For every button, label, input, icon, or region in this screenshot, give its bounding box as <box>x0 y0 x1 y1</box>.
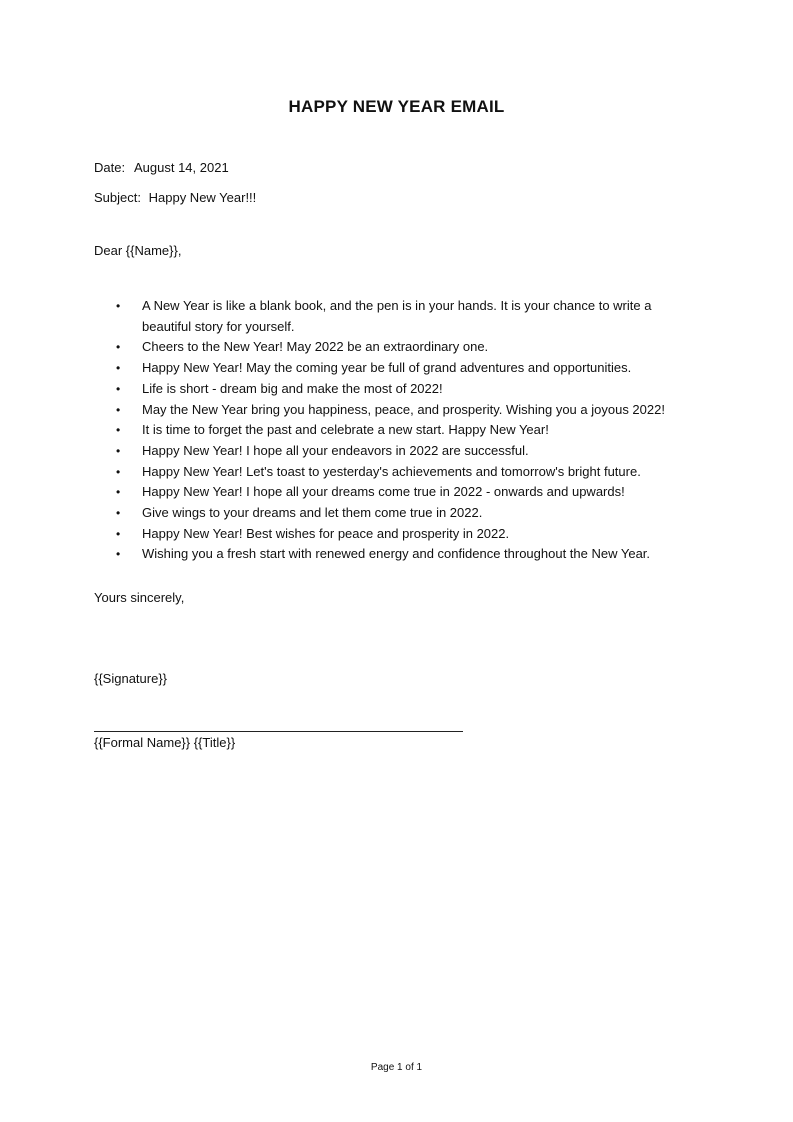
wish-text: A New Year is like a blank book, and the pen is in your hands. It is your chance to write a beautiful story for yourself. <box>142 298 652 334</box>
greeting: Dear {{Name}}, <box>94 243 182 258</box>
date-value: August 14, 2021 <box>133 160 229 175</box>
wish-item <box>94 503 694 524</box>
date-row <box>94 160 229 176</box>
wish-item <box>94 544 694 565</box>
wishes-list <box>94 296 694 565</box>
date-label: Date: <box>94 160 126 175</box>
wish-item <box>94 337 694 358</box>
page-indicator: Page 1 of 1 <box>370 1062 423 1073</box>
wish-item <box>94 462 694 483</box>
wish-text: Wishing you a fresh start with renewed energy and confidence throughout the New Year. <box>142 546 651 562</box>
closing: Yours sincerely, <box>94 590 185 605</box>
wish-text: Happy New Year! Best wishes for peace and prosperity in 2022. <box>142 525 510 541</box>
wish-item <box>94 379 694 400</box>
bullet-icon: • <box>116 423 121 438</box>
wish-text: Happy New Year! May the coming year be full of grand adventures and opportunities. <box>142 360 632 376</box>
bullet-icon: • <box>116 506 121 521</box>
subject-row <box>94 190 256 206</box>
bullet-icon: • <box>116 402 121 417</box>
wish-item <box>94 358 694 379</box>
formal-name-title: {{Formal Name}} {{Title}} <box>94 735 236 750</box>
wish-text: Happy New Year! Let's toast to yesterday's achievements and tomorrow's bright future. <box>142 463 641 479</box>
wish-text: May the New Year bring you happiness, peace, and prosperity. Wishing you a joyous 2022! <box>142 401 665 417</box>
wish-text: Give wings to your dreams and let them come true in 2022. <box>142 505 483 521</box>
wish-item <box>94 441 694 462</box>
wish-item <box>94 482 694 503</box>
signature-line <box>94 731 463 732</box>
subject-label: Subject: <box>94 190 141 205</box>
wish-text: Happy New Year! I hope all your dreams come true in 2022 - onwards and upwards! <box>142 484 625 500</box>
bullet-icon: • <box>116 443 121 458</box>
bullet-icon: • <box>116 464 121 479</box>
bullet-icon: • <box>116 340 121 355</box>
signature-placeholder: {{Signature}} <box>94 671 168 686</box>
wish-item <box>94 296 694 337</box>
wish-text: Life is short - dream big and make the most of 2022! <box>142 380 443 396</box>
wish-text: Cheers to the New Year! May 2022 be an extraordinary one. <box>142 339 489 355</box>
bullet-icon: • <box>116 526 121 541</box>
bullet-icon: • <box>116 381 121 396</box>
subject-value: Happy New Year!!! <box>148 190 257 205</box>
bullet-icon: • <box>116 485 121 500</box>
wish-item <box>94 420 694 441</box>
wish-text: It is time to forget the past and celebrate a new start. Happy New Year! <box>142 422 549 438</box>
wish-text: Happy New Year! I hope all your endeavors in 2022 are successful. <box>142 442 529 458</box>
bullet-icon: • <box>116 547 121 562</box>
wish-item <box>94 524 694 545</box>
document-title: HAPPY NEW YEAR EMAIL <box>288 97 505 116</box>
bullet-icon: • <box>116 299 121 313</box>
wish-item <box>94 400 694 421</box>
bullet-icon: • <box>116 361 121 376</box>
